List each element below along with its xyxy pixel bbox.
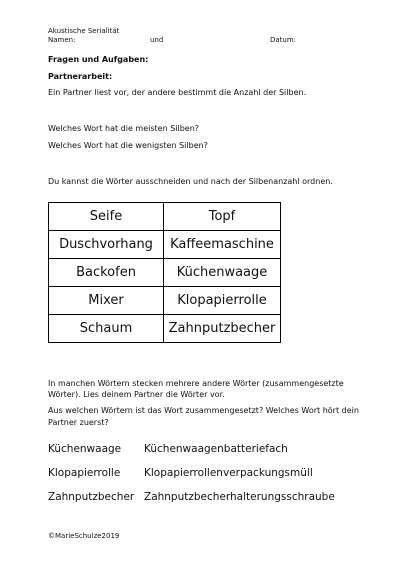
and-label: und [150, 36, 164, 44]
section-subheading: Partnerarbeit: [48, 72, 113, 81]
copyright-footer: ©MarieSchulze2019 [48, 532, 120, 540]
word-cell: Klopapierrolle [164, 287, 281, 315]
compound-question-line-2: Partner zuerst? [48, 418, 109, 427]
list-item [48, 485, 388, 509]
compound-word: Küchenwaagenbatteriefach [144, 443, 288, 455]
compound-intro-line-2: Wörter). Lies deinem Partner die Wörter vor. [48, 390, 225, 399]
compound-intro-line-1: In manchen Wörtern stecken mehrere andere Wörter (zusammengesetzte [48, 379, 344, 388]
table-row [49, 231, 281, 259]
word-cell: Duschvorhang [49, 231, 164, 259]
word-cell: Kaffeemaschine [164, 231, 281, 259]
word-cell: Backofen [49, 259, 164, 287]
word-cell: Zahnputzbecher [164, 315, 281, 343]
base-word: Klopapierrolle [48, 467, 121, 479]
date-label: Datum: [270, 36, 297, 44]
worksheet-title: Akustische Serialität [48, 27, 120, 35]
table-row [49, 203, 281, 231]
cut-instruction: Du kannst die Wörter ausschneiden und nach der Silbenanzahl ordnen. [48, 177, 333, 186]
compound-question-line-1: Aus welchen Wörtern ist das Wort zusammengesetzt? Welches Wort hört dein [48, 406, 359, 415]
word-cell: Mixer [49, 287, 164, 315]
compound-word: Zahnputzbecherhalterungsschraube [144, 491, 335, 503]
word-cell: Seife [49, 203, 164, 231]
list-item [48, 461, 388, 485]
table-row [49, 259, 281, 287]
question-most-syllables: Welches Wort hat die meisten Silben? [48, 124, 200, 133]
table-row [49, 315, 281, 343]
base-word: Zahnputzbecher [48, 491, 135, 503]
word-table [48, 202, 281, 343]
section-heading: Fragen und Aufgaben: [48, 55, 149, 64]
partner-instruction: Ein Partner liest vor, der andere bestimmt die Anzahl der Silben. [48, 88, 307, 97]
list-item [48, 437, 388, 461]
compound-list [48, 437, 388, 509]
word-cell: Küchenwaage [164, 259, 281, 287]
word-cell: Topf [164, 203, 281, 231]
base-word: Küchenwaage [48, 443, 122, 455]
table-row [49, 287, 281, 315]
compound-word: Klopapierrollenverpackungsmüll [144, 467, 313, 479]
word-cell: Schaum [49, 315, 164, 343]
name-label: Namen: [48, 36, 76, 44]
question-least-syllables: Welches Wort hat die wenigsten Silben? [48, 141, 208, 150]
